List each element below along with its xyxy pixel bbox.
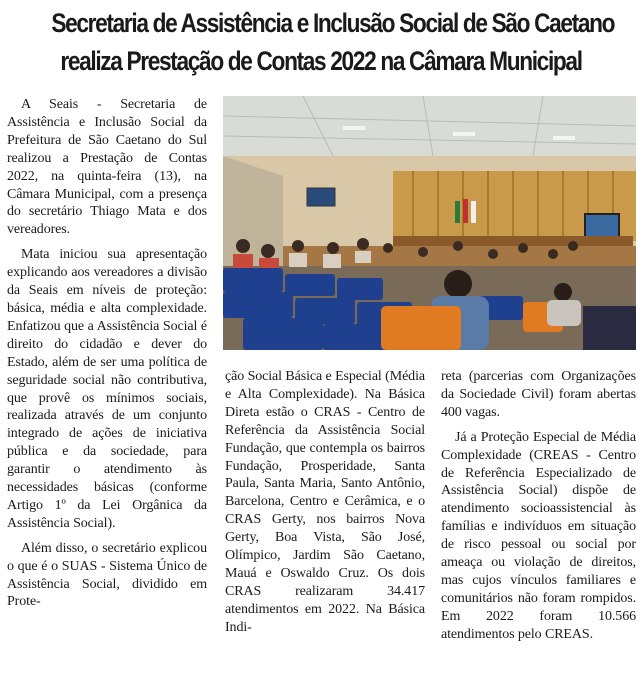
article-column-3 [441, 368, 636, 651]
paragraph: Já a Proteção Especial de Média Complexidade (CREAS - Centro de Referência Especializado de Assistência Social) dispõe de atendimento socioassistencial às famílias e indivíduos em situação de risco pessoal ou social por ameaça ou violação de direitos, mas cujos vínculos familiares e comunitários não foram rompidos. Em 2022 foram 10.566 atendimentos pelo CREAS. [441, 429, 636, 642]
article-column-1 [7, 96, 207, 618]
paragraph: Além disso, o secretário explicou o que é o SUAS - Sistema Único de Assistência Social, dividido em Prote- [7, 540, 207, 610]
paragraph: A Seais - Secretaria de Assistência e Inclusão Social da Prefeitura de São Caetano do Sul realizou a Prestação de Contas 2022, na quinta-feira (13), na Câmara Municipal, com a presença do secretário Thiago Mata e dos vereadores. [7, 97, 207, 238]
paragraph: ção Social Básica e Especial (Média e Alta Complexidade). Na Básica Direta estão o CRAS - Centro de Referência da Assistência Social Fundação, que contempla os bairros Fundação, Prosperidade, Santa Paula, Santa Maria, Santo Antônio, Barcelona, Centro e Cerâmica, e o CRAS Gerty, nos bairros Nova Gerty, Boa Vista, São José, Olímpico, Jardim São Caetano, Mauá e Oswaldo Cruz. Os dois CRAS realizaram 34.417 atendimentos em 2022. Na Básica Indi- [225, 369, 425, 635]
headline-line-2: realiza Prestação de Contas 2022 na Câmara Municipal [60, 46, 582, 76]
headline-line-1: Secretaria de Assistência e Inclusão Social de São Caetano [51, 8, 615, 38]
paragraph: Mata iniciou sua apresentação explicando aos vereadores a divisão da Seais em níveis de proteção: básica, média e alta complexidade. Enfatizou que a Assistência Social é direito do cidadão e dever do Estado, além de ser uma política de seguridade social não contributiva, que provê os mínimos sociais, realizada através de um conjunto integrado de ações de iniciativa pública e da sociedade, para garantir o atendimento às necessidades básicas (conforme Artigo 1º da Lei Orgânica da Assistência Social). [7, 247, 207, 531]
article-column-2 [225, 368, 425, 644]
paragraph: reta (parcerias com Organizações da Sociedade Civil) foram abertas 400 vagas. [441, 369, 636, 420]
article-headline [51, 4, 615, 80]
chamber-session-photo [223, 96, 636, 350]
article-photo [223, 96, 636, 350]
